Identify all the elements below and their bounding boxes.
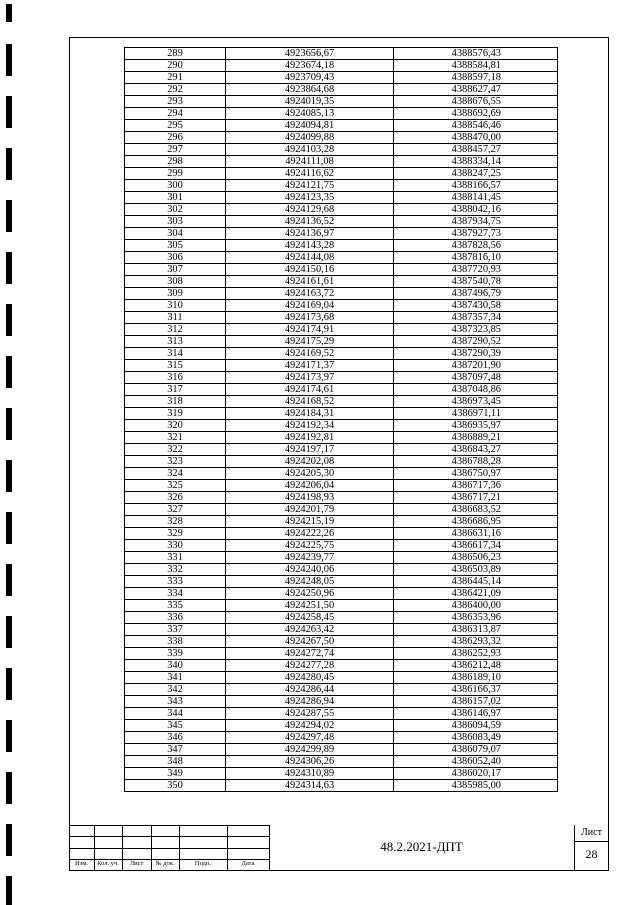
coordinate-y: 4386750,97 [394, 468, 558, 480]
coordinate-y: 4386686,95 [394, 516, 558, 528]
table-row [125, 168, 558, 180]
point-number: 330 [125, 540, 226, 552]
point-number: 350 [125, 780, 226, 792]
point-number: 339 [125, 648, 226, 660]
coordinate-y: 4386503,89 [394, 564, 558, 576]
title-block [69, 825, 609, 871]
coordinate-x: 4924143,28 [226, 240, 394, 252]
table-row [125, 276, 558, 288]
coordinate-y: 4388334,14 [394, 156, 558, 168]
coordinate-y: 4388597,18 [394, 72, 558, 84]
table-row [125, 552, 558, 564]
sheet-label: Лист [581, 827, 602, 838]
coordinate-y: 4386843,27 [394, 444, 558, 456]
coordinate-y: 4388576,43 [394, 48, 558, 60]
coordinate-y: 4387720,93 [394, 264, 558, 276]
coordinate-y: 4386717,36 [394, 480, 558, 492]
coordinate-y: 4387828,56 [394, 240, 558, 252]
coordinate-y: 4386293,32 [394, 636, 558, 648]
coordinate-y: 4386683,52 [394, 504, 558, 516]
coordinate-x: 4924129,68 [226, 204, 394, 216]
coordinate-x: 4924248,05 [226, 576, 394, 588]
table-row [125, 408, 558, 420]
point-number: 292 [125, 84, 226, 96]
coordinate-x: 4924306,26 [226, 756, 394, 768]
table-row [125, 660, 558, 672]
coordinate-x: 4924184,31 [226, 408, 394, 420]
table-row [125, 348, 558, 360]
coordinate-x: 4924240,06 [226, 564, 394, 576]
coordinate-x: 4924150,16 [226, 264, 394, 276]
binding-mark [6, 200, 12, 232]
coordinate-x: 4924174,61 [226, 384, 394, 396]
table-row [125, 612, 558, 624]
table-row [125, 48, 558, 60]
coordinate-x: 4924161,61 [226, 276, 394, 288]
table-row [125, 228, 558, 240]
coordinate-x: 4924286,44 [226, 684, 394, 696]
table-row [125, 336, 558, 348]
coordinate-x: 4924173,97 [226, 372, 394, 384]
coordinate-x: 4924239,77 [226, 552, 394, 564]
table-row [125, 576, 558, 588]
table-row [125, 756, 558, 768]
binding-mark [6, 668, 12, 700]
table-row [125, 648, 558, 660]
label-signature: Подп. [194, 860, 212, 867]
coordinate-y: 4386212,48 [394, 660, 558, 672]
coordinate-y: 4386313,87 [394, 624, 558, 636]
point-number: 313 [125, 336, 226, 348]
table-row [125, 156, 558, 168]
coordinate-x: 4924123,35 [226, 192, 394, 204]
binding-mark [6, 356, 12, 388]
coordinate-x: 4923656,67 [226, 48, 394, 60]
coordinate-y: 4386146,97 [394, 708, 558, 720]
coordinates-table [124, 47, 558, 792]
coordinates-table-body [125, 48, 558, 792]
table-row [125, 192, 558, 204]
coordinate-x: 4924197,17 [226, 444, 394, 456]
point-number: 323 [125, 456, 226, 468]
point-number: 316 [125, 372, 226, 384]
point-number: 324 [125, 468, 226, 480]
label-doc-number: № док. [155, 860, 175, 867]
point-number: 304 [125, 228, 226, 240]
binding-mark [6, 564, 12, 596]
point-number: 349 [125, 768, 226, 780]
point-number: 298 [125, 156, 226, 168]
coordinate-y: 4387048,86 [394, 384, 558, 396]
coordinate-x: 4924168,52 [226, 396, 394, 408]
coordinate-y: 4386617,34 [394, 540, 558, 552]
table-row [125, 444, 558, 456]
point-number: 347 [125, 744, 226, 756]
coordinate-y: 4386020,17 [394, 768, 558, 780]
table-row [125, 600, 558, 612]
table-row [125, 480, 558, 492]
coordinate-y: 4386717,21 [394, 492, 558, 504]
binding-mark [6, 876, 12, 905]
coordinate-x: 4924222,26 [226, 528, 394, 540]
point-number: 331 [125, 552, 226, 564]
coordinate-y: 4388584,81 [394, 60, 558, 72]
coordinate-y: 4388692,69 [394, 108, 558, 120]
coordinate-y: 4388470,00 [394, 132, 558, 144]
coordinate-x: 4924225,75 [226, 540, 394, 552]
coordinate-x: 4924272,74 [226, 648, 394, 660]
coordinate-y: 4386353,96 [394, 612, 558, 624]
coordinate-x: 4924173,68 [226, 312, 394, 324]
table-row [125, 468, 558, 480]
point-number: 336 [125, 612, 226, 624]
coordinate-x: 4924174,91 [226, 324, 394, 336]
point-number: 319 [125, 408, 226, 420]
coordinate-y: 4386421,09 [394, 588, 558, 600]
coordinate-x: 4924310,89 [226, 768, 394, 780]
binding-mark [6, 824, 12, 856]
table-row [125, 96, 558, 108]
coordinate-x: 4924198,93 [226, 492, 394, 504]
coordinate-x: 4924169,04 [226, 300, 394, 312]
table-row [125, 456, 558, 468]
title-block-line [69, 836, 269, 837]
table-row [125, 144, 558, 156]
table-row [125, 384, 558, 396]
point-number: 338 [125, 636, 226, 648]
point-number: 318 [125, 396, 226, 408]
point-number: 328 [125, 516, 226, 528]
point-number: 308 [125, 276, 226, 288]
point-number: 334 [125, 588, 226, 600]
coordinate-x: 4924297,48 [226, 732, 394, 744]
table-row [125, 324, 558, 336]
coordinate-y: 4388247,25 [394, 168, 558, 180]
table-row [125, 72, 558, 84]
point-number: 326 [125, 492, 226, 504]
point-number: 322 [125, 444, 226, 456]
coordinate-y: 4388166,57 [394, 180, 558, 192]
coordinate-x: 4923674,18 [226, 60, 394, 72]
point-number: 344 [125, 708, 226, 720]
binding-mark [6, 720, 12, 752]
document-code: 48.2.2021-ДПТ [380, 839, 463, 854]
binding-mark [6, 460, 12, 492]
point-number: 310 [125, 300, 226, 312]
label-qty: Кол. уч. [97, 860, 119, 867]
coordinate-y: 4386252,93 [394, 648, 558, 660]
coordinate-y: 4386189,10 [394, 672, 558, 684]
point-number: 317 [125, 384, 226, 396]
point-number: 329 [125, 528, 226, 540]
point-number: 296 [125, 132, 226, 144]
coordinate-y: 4386506,23 [394, 552, 558, 564]
coordinate-x: 4924136,52 [226, 216, 394, 228]
table-row [125, 504, 558, 516]
label-date: Дата [241, 860, 255, 867]
coordinate-y: 4386166,37 [394, 684, 558, 696]
coordinate-y: 4386935,97 [394, 420, 558, 432]
coordinate-y: 4386079,07 [394, 744, 558, 756]
table-row [125, 420, 558, 432]
title-block-line [69, 825, 269, 826]
point-number: 299 [125, 168, 226, 180]
point-number: 335 [125, 600, 226, 612]
table-row [125, 540, 558, 552]
label-sheet: Лист [129, 860, 144, 867]
coordinate-x: 4924116,62 [226, 168, 394, 180]
coordinate-x: 4924094,81 [226, 120, 394, 132]
coordinate-x: 4924287,55 [226, 708, 394, 720]
point-number: 315 [125, 360, 226, 372]
coordinate-y: 4387290,52 [394, 336, 558, 348]
coordinate-x: 4924169,52 [226, 348, 394, 360]
point-number: 305 [125, 240, 226, 252]
coordinate-y: 4387097,48 [394, 372, 558, 384]
binding-mark [6, 96, 12, 128]
coordinate-x: 4924192,34 [226, 420, 394, 432]
coordinate-x: 4924192,81 [226, 432, 394, 444]
coordinate-y: 4387927,73 [394, 228, 558, 240]
point-number: 291 [125, 72, 226, 84]
table-row [125, 720, 558, 732]
binding-mark [6, 148, 12, 180]
point-number: 321 [125, 432, 226, 444]
title-block-line [574, 841, 609, 842]
coordinate-x: 4924163,72 [226, 288, 394, 300]
coordinate-x: 4924286,94 [226, 696, 394, 708]
point-number: 297 [125, 144, 226, 156]
point-number: 289 [125, 48, 226, 60]
point-number: 309 [125, 288, 226, 300]
point-number: 302 [125, 204, 226, 216]
coordinate-x: 4923864,68 [226, 84, 394, 96]
table-row [125, 372, 558, 384]
table-row [125, 360, 558, 372]
coordinate-x: 4924251,50 [226, 600, 394, 612]
table-row [125, 120, 558, 132]
table-row [125, 432, 558, 444]
point-number: 325 [125, 480, 226, 492]
coordinate-y: 4387540,78 [394, 276, 558, 288]
table-row [125, 84, 558, 96]
point-number: 306 [125, 252, 226, 264]
coordinate-y: 4386157,02 [394, 696, 558, 708]
coordinate-y: 4388546,46 [394, 120, 558, 132]
coordinate-y: 4386788,28 [394, 456, 558, 468]
coordinate-y: 4388627,47 [394, 84, 558, 96]
table-row [125, 744, 558, 756]
coordinate-y: 4386445,14 [394, 576, 558, 588]
point-number: 311 [125, 312, 226, 324]
binding-mark [6, 44, 12, 76]
coordinate-x: 4924121,75 [226, 180, 394, 192]
point-number: 314 [125, 348, 226, 360]
point-number: 345 [125, 720, 226, 732]
coordinate-x: 4924250,96 [226, 588, 394, 600]
point-number: 333 [125, 576, 226, 588]
coordinate-y: 4388457,27 [394, 144, 558, 156]
table-row [125, 240, 558, 252]
coordinate-y: 4386400,00 [394, 600, 558, 612]
coordinate-x: 4924258,45 [226, 612, 394, 624]
table-row [125, 396, 558, 408]
point-number: 332 [125, 564, 226, 576]
table-row [125, 636, 558, 648]
table-row [125, 696, 558, 708]
binding-mark [6, 252, 12, 284]
coordinate-y: 4387290,39 [394, 348, 558, 360]
coordinate-y: 4386973,45 [394, 396, 558, 408]
coordinate-y: 4385985,00 [394, 780, 558, 792]
coordinate-x: 4923709,43 [226, 72, 394, 84]
coordinate-x: 4924099,88 [226, 132, 394, 144]
coordinate-y: 4387323,85 [394, 324, 558, 336]
point-number: 343 [125, 696, 226, 708]
coordinate-x: 4924314,63 [226, 780, 394, 792]
point-number: 341 [125, 672, 226, 684]
coordinate-x: 4924171,37 [226, 360, 394, 372]
coordinate-y: 4386052,40 [394, 756, 558, 768]
table-row [125, 288, 558, 300]
point-number: 290 [125, 60, 226, 72]
coordinate-y: 4387816,10 [394, 252, 558, 264]
point-number: 346 [125, 732, 226, 744]
table-row [125, 180, 558, 192]
coordinate-x: 4924111,08 [226, 156, 394, 168]
title-block-line [69, 848, 269, 849]
point-number: 320 [125, 420, 226, 432]
coordinate-x: 4924294,02 [226, 720, 394, 732]
binding-mark [6, 408, 12, 440]
table-row [125, 564, 558, 576]
coordinate-x: 4924206,04 [226, 480, 394, 492]
coordinate-x: 4924103,28 [226, 144, 394, 156]
coordinate-x: 4924205,30 [226, 468, 394, 480]
coordinate-y: 4386094,59 [394, 720, 558, 732]
table-row [125, 768, 558, 780]
coordinate-x: 4924267,50 [226, 636, 394, 648]
table-row [125, 732, 558, 744]
table-row [125, 588, 558, 600]
table-row [125, 312, 558, 324]
table-row [125, 252, 558, 264]
table-row [125, 60, 558, 72]
coordinate-x: 4924263,42 [226, 624, 394, 636]
coordinate-x: 4924215,19 [226, 516, 394, 528]
table-row [125, 264, 558, 276]
coordinate-y: 4388042,16 [394, 204, 558, 216]
coordinate-x: 4924144,08 [226, 252, 394, 264]
table-row [125, 216, 558, 228]
table-row [125, 516, 558, 528]
binding-mark [6, 304, 12, 336]
table-row [125, 204, 558, 216]
coordinate-x: 4924085,13 [226, 108, 394, 120]
table-row [125, 108, 558, 120]
point-number: 312 [125, 324, 226, 336]
coordinate-x: 4924201,79 [226, 504, 394, 516]
table-row [125, 132, 558, 144]
table-row [125, 300, 558, 312]
coordinate-x: 4924136,97 [226, 228, 394, 240]
coordinate-y: 4387201,90 [394, 360, 558, 372]
point-number: 300 [125, 180, 226, 192]
point-number: 340 [125, 660, 226, 672]
point-number: 327 [125, 504, 226, 516]
binding-mark [6, 4, 12, 22]
coordinate-y: 4386631,16 [394, 528, 558, 540]
coordinate-y: 4387357,34 [394, 312, 558, 324]
point-number: 342 [125, 684, 226, 696]
label-change: Изм. [75, 860, 88, 867]
point-number: 348 [125, 756, 226, 768]
table-row [125, 780, 558, 792]
coordinate-y: 4387934,75 [394, 216, 558, 228]
binding-mark [6, 512, 12, 544]
coordinate-x: 4924175,29 [226, 336, 394, 348]
binding-mark [6, 616, 12, 648]
coordinate-y: 4387430,58 [394, 300, 558, 312]
coordinate-x: 4924280,45 [226, 672, 394, 684]
table-row [125, 528, 558, 540]
table-row [125, 684, 558, 696]
coordinate-x: 4924202,08 [226, 456, 394, 468]
coordinate-y: 4388141,45 [394, 192, 558, 204]
coordinate-x: 4924299,89 [226, 744, 394, 756]
sheet-number: 28 [585, 847, 598, 861]
point-number: 293 [125, 96, 226, 108]
point-number: 337 [125, 624, 226, 636]
point-number: 294 [125, 108, 226, 120]
point-number: 307 [125, 264, 226, 276]
coordinate-y: 4386889,21 [394, 432, 558, 444]
coordinate-x: 4924277,28 [226, 660, 394, 672]
coordinate-x: 4924019,35 [226, 96, 394, 108]
point-number: 295 [125, 120, 226, 132]
point-number: 301 [125, 192, 226, 204]
table-row [125, 672, 558, 684]
coordinate-y: 4388676,55 [394, 96, 558, 108]
coordinate-y: 4386971,11 [394, 408, 558, 420]
binding-mark [6, 772, 12, 804]
coordinate-y: 4386083,49 [394, 732, 558, 744]
table-row [125, 708, 558, 720]
point-number: 303 [125, 216, 226, 228]
table-row [125, 624, 558, 636]
coordinate-y: 4387496,79 [394, 288, 558, 300]
table-row [125, 492, 558, 504]
